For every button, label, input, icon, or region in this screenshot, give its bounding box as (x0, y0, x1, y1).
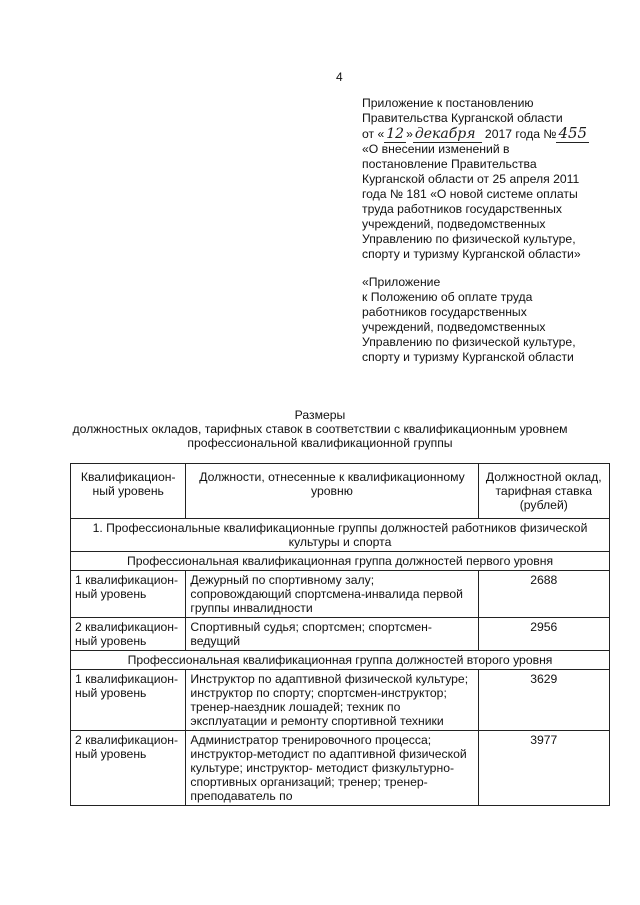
title-line: профессиональной квалификационной группы (187, 436, 453, 450)
section-row (71, 519, 610, 552)
group-row (71, 651, 610, 670)
appendix-about-line: Управлению по физической культуре, (362, 232, 576, 246)
appendix-about-line: «О внесении изменений в (362, 142, 510, 156)
handwritten-month: декабря (413, 126, 482, 143)
date-separator: » (406, 127, 413, 141)
header-rate: Должностной оклад, тарифная ставка (рублей) (478, 464, 610, 519)
appendix-about-line: Курганской области от 25 апреля 2011 (362, 172, 580, 186)
appendix-sub-line: спорту и туризму Курганской области (362, 350, 574, 364)
handwritten-number: 455 (558, 124, 588, 142)
handwritten-day: 12 (386, 126, 405, 142)
table-row (71, 670, 610, 731)
appendix-about-line: труда работников государственных (362, 202, 562, 216)
cell-positions: Спортивный судья; спортсмен; спортсмен-ведущий (186, 618, 478, 651)
appendix-sub-line: к Положению об оплате труда (362, 290, 533, 304)
cell-rate: 3629 (478, 670, 610, 731)
cell-level: 1 квалификацион-ный уровень (71, 670, 186, 731)
appendix-sub-line: работников государственных (362, 305, 527, 319)
appendix-about-line: постановление Правительства (362, 157, 537, 171)
cell-positions: Дежурный по спортивному залу; сопровождающий спортсмена-инвалида первой группы инвалидности (186, 571, 478, 618)
appendix-sub-line: учреждений, подведомственных (362, 320, 546, 334)
section-title: 1. Профессиональные квалификационные группы должностей работников физической культуры и спорта (71, 519, 610, 552)
group-title: Профессиональная квалификационная группа должностей первого уровня (71, 552, 610, 571)
cell-positions: Инструктор по адаптивной физической культуре; инструктор по спорту; спортсмен-инструктор; тренер-наездник лошадей; техник по эксплуатации и ремонту спортивной техники (186, 670, 478, 731)
table-header-row (71, 464, 610, 519)
title-line: должностных окладов, тарифных ставок в соответствии с квалификационным уровнем (72, 422, 568, 436)
date-year: 2017 года № (484, 127, 557, 141)
appendix-about-line: спорту и туризму Курганской области» (362, 247, 581, 261)
cell-rate: 2688 (478, 571, 610, 618)
table-title (40, 408, 600, 450)
cell-rate: 3977 (478, 731, 610, 806)
cell-level: 1 квалификацион-ный уровень (71, 571, 186, 618)
group-title: Профессиональная квалификационная группа должностей второго уровня (71, 651, 610, 670)
rates-table (70, 463, 610, 806)
table-row (71, 618, 610, 651)
appendix-date-line (362, 126, 632, 142)
cell-positions: Администратор тренировочного процесса; инструктор-методист по адаптивной физической культуре; инструктор- методист физкультурно-спортивных организаций; тренер; тренер- преподаватель по (186, 731, 478, 806)
appendix-about-line: учреждений, подведомственных (362, 217, 546, 231)
cell-level: 2 квалификацион-ный уровень (71, 618, 186, 651)
table-row (71, 571, 610, 618)
header-positions: Должности, отнесенные к квалификационному уровню (186, 464, 478, 519)
appendix-sub-line: Управлению по физической культуре, (362, 335, 576, 349)
table-row (71, 731, 610, 806)
date-prefix: от « (362, 127, 385, 141)
appendix-sub-line: «Приложение (362, 275, 441, 289)
cell-rate: 2956 (478, 618, 610, 651)
group-row (71, 552, 610, 571)
appendix-header (362, 96, 632, 365)
title-line: Размеры (294, 408, 346, 422)
appendix-about-line: года № 181 «О новой системе оплаты (362, 187, 578, 201)
cell-level: 2 квалификацион-ный уровень (71, 731, 186, 806)
header-level: Квалификацион-ный уровень (71, 464, 186, 519)
page-number: 4 (336, 70, 343, 84)
appendix-line: Приложение к постановлению (362, 96, 534, 110)
appendix-line: Правительства Курганской области (362, 111, 563, 125)
